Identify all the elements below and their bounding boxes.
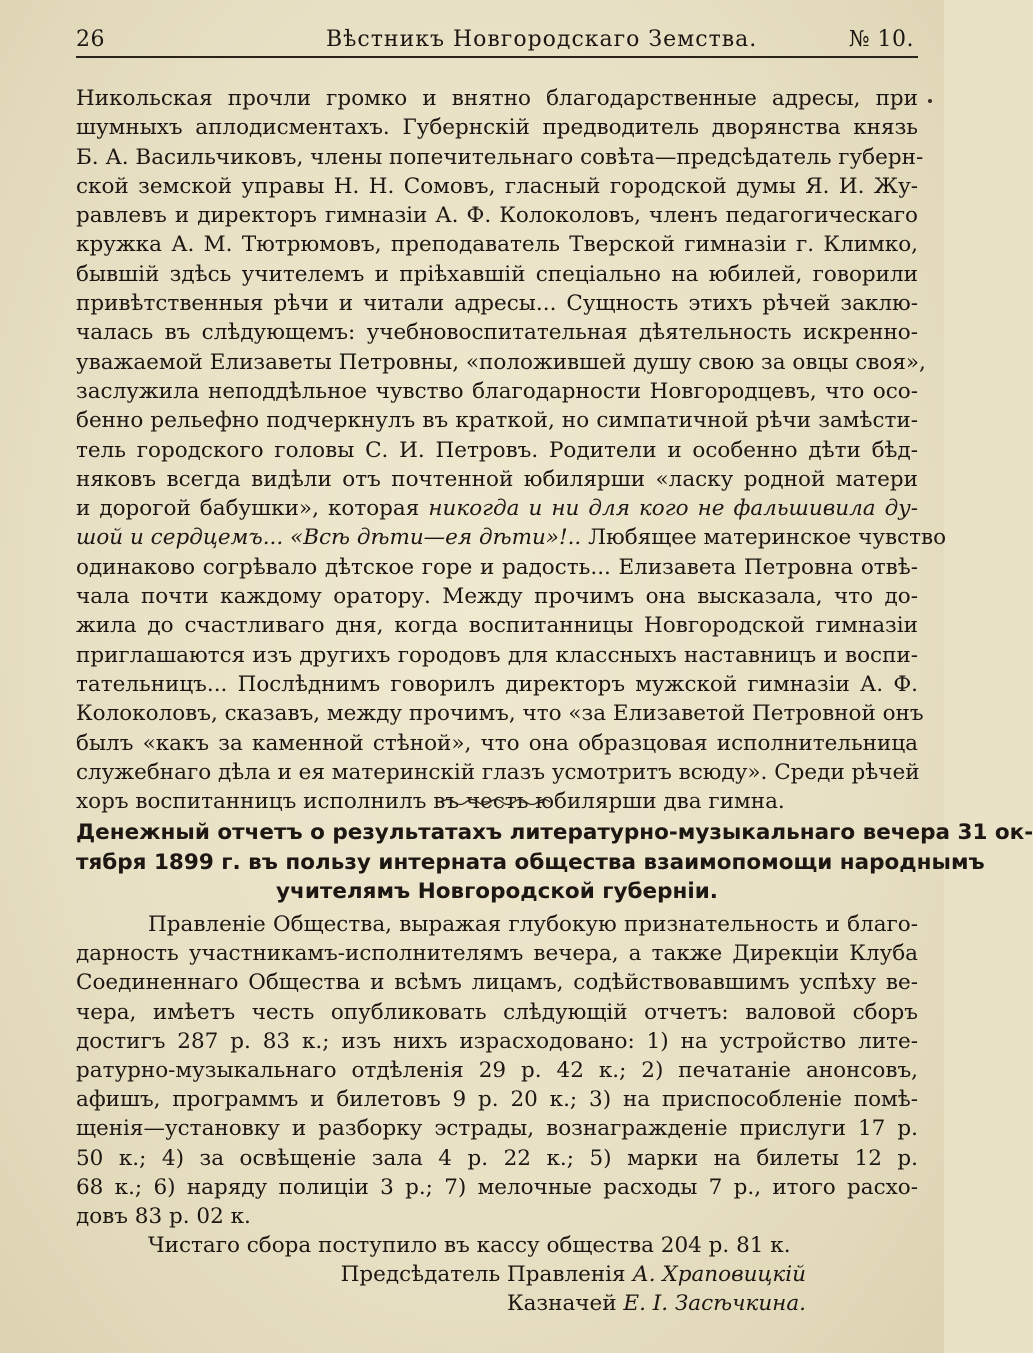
margin-mark <box>928 99 932 103</box>
text-line: ратурно-музыкальнаго отдѣленія 29 р. 42 к.; 2) печатаніе анонсовъ, <box>76 1057 918 1083</box>
text-line: уважаемой Елизаветы Петровны, «положившей душу свою за овцы своя», <box>76 349 926 375</box>
text-line: тательницъ... Послѣднимъ говорилъ директоръ мужской гимназіи А. Ф. <box>76 671 918 697</box>
signature-label: Предсѣдатель Правленія <box>340 1262 633 1288</box>
journal-title: Вѣстникъ Новгородскаго Земства. <box>326 27 758 52</box>
text-line: дарность участникамъ-исполнителямъ вечера, а также Дирекціи Клуба <box>76 941 918 967</box>
text-line: равлевъ и директоръ гимназіи А. Ф. Колоколовъ, членъ педагогическаго <box>76 203 918 229</box>
text-line: привѣтственныя рѣчи и читали адресы... Сущность этихъ рѣчей заклю- <box>76 291 918 317</box>
text-line: былъ «какъ за каменной стѣной», что она образцовая исполнительница <box>76 730 918 756</box>
heading-line: тября 1899 г. въ пользу интерната общества взаимопомощи народнымъ <box>76 849 985 875</box>
text-line: шумныхъ аплодисментахъ. Губернскій предводитель дворянства князь <box>76 115 918 141</box>
plain-text: и дорогой бабушки», которая <box>76 496 429 522</box>
signature-treasurer <box>76 1289 918 1318</box>
text-line: довъ 83 р. 02 к. <box>76 1203 251 1229</box>
text-line: приглашаются изъ другихъ городовъ для классныхъ наставницъ и воспи- <box>76 642 918 668</box>
text-line: чала почти каждому оратору. Между прочимъ она высказала, что до- <box>76 584 918 610</box>
text-line: Соединеннаго Общества и всѣмъ лицамъ, содѣйствовавшимъ успѣху ве- <box>76 970 918 996</box>
text-line: 50 к.; 4) за освѣщеніе зала 4 р. 22 к.; 5) марки на билеты 12 р. <box>76 1145 918 1171</box>
text-line: жила до счастливаго дня, когда воспитанницы Новгородской гимназіи <box>76 613 918 639</box>
text-line: тель городского головы С. И. Петровъ. Родители и особенно дѣти бѣд- <box>76 437 918 463</box>
text-line: достигъ 287 р. 83 к.; изъ нихъ израсходовано: 1) на устройство лите- <box>76 1028 918 1054</box>
text-line: чалась въ слѣдующемъ: учебновоспитательная дѣятельность искренно- <box>76 320 918 346</box>
text-line: одинаково согрѣвало дѣтское горе и радость... Елизавета Петровна отвѣ- <box>76 554 918 580</box>
text-line: щенія—установку и разборку эстрады, вознагражденіе прислуги 17 р. <box>76 1116 918 1142</box>
signature-chairman <box>76 1260 918 1289</box>
text-line: чера, имѣетъ честь опубликовать слѣдующій отчетъ: валовой сборъ <box>76 999 918 1025</box>
text-line <box>76 523 947 552</box>
signature-name: Е. І. Засѣчкина. <box>623 1291 806 1317</box>
plain-text: Любящее материнское чувство <box>581 525 947 551</box>
text-line: служебнаго дѣла и ея материнскій глазъ усмотритъ всюду». Среди рѣчей <box>76 759 920 785</box>
text-line: Никольская прочли громко и внятно благодарственные адресы, при <box>76 86 918 111</box>
text-line: афишъ, программъ и билетовъ 9 р. 20 к.; 3) на приспособленіе помѣ- <box>76 1087 918 1113</box>
net-proceeds-line: Чистаго сбора поступило въ кассу общества 204 р. 81 к. <box>148 1233 791 1259</box>
heading-line: Денежный отчетъ о результатахъ литературно-музыкальнаго вечера 31 ок- <box>76 820 1033 845</box>
text-line <box>76 494 918 523</box>
page-header <box>76 26 918 54</box>
text-line: няковъ всегда видѣли отъ почтенной юбилярши «ласку родной матери <box>76 466 918 492</box>
text-line: 68 к.; 6) наряду полиціи 3 р.; 7) мелочные расходы 7 р., итого расхо- <box>76 1174 918 1200</box>
financial-report <box>76 910 918 1319</box>
header-rule <box>76 56 918 58</box>
signature-label: Казначей <box>506 1291 624 1317</box>
section-divider-ornament <box>440 796 552 808</box>
text-line: Б. А. Васильчиковъ, члены попечительнаго совѣта—предсѣдатель губерн- <box>76 144 924 170</box>
text-line: кружка А. М. Тютрюмовъ, преподаватель Тверской гимназіи г. Климко, <box>76 232 918 258</box>
text-line: бывшій здѣсь учителемъ и пріѣхавшій спеціально на юбилей, говорили <box>76 261 918 287</box>
text-line: заслужила неподдѣльное чувство благодарности Новгородцевъ, что осо- <box>76 378 918 404</box>
italic-quote: шой и сердцемъ... «Всѣ дѣти—ея дѣти»!.. <box>76 525 582 551</box>
text-line: Правленіе Общества, выражая глубокую признательность и благо- <box>148 912 918 937</box>
heading-line: учителямъ Новгородской губерніи. <box>276 879 718 904</box>
text-line: ской земской управы Н. Н. Сомовъ, гласный городской думы Я. И. Жу- <box>76 173 918 199</box>
page-number: 26 <box>76 27 105 52</box>
italic-quote: никогда и ни для кого не фальшивила ду- <box>428 496 919 522</box>
text-line: Колоколовъ, сказавъ, между прочимъ, что «за Елизаветой Петровной онъ <box>76 701 924 727</box>
article-continuation <box>76 84 947 816</box>
text-line: бенно рельефно подчеркнулъ въ краткой, но симпатичной рѣчи замѣсти- <box>76 408 918 434</box>
text-line: хоръ воспитанницъ исполнилъ въ честь юбилярши два гимна. <box>76 789 785 815</box>
report-heading <box>76 818 1033 907</box>
issue-number: № 10. <box>848 27 914 52</box>
signature-name: А. Храповицкій <box>632 1262 806 1288</box>
